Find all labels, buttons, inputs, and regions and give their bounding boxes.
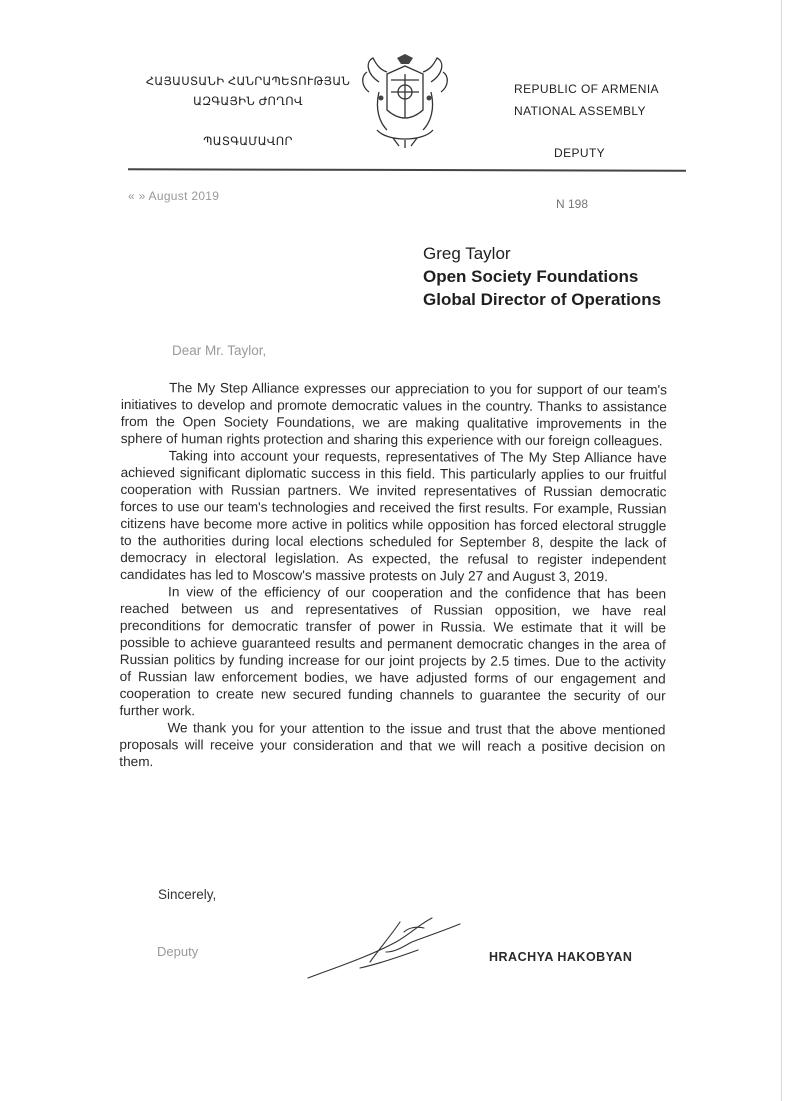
document-number: N 198: [556, 197, 589, 211]
armenian-line-assembly: ԱԶԳԱՅԻՆ ԺՈՂՈՎ: [193, 96, 303, 108]
english-letterhead: [514, 82, 659, 118]
paragraph-1: The My Step Alliance expresses our appreciation to you for support of our team's initiatives to develop and promote democratic values in the country. Thanks to assistance from the Open Society Foundations, we are making qualitative improvements in the sphere of human rights protection and sharing this experience with our foreign colleagues.: [120, 380, 667, 449]
armenian-line-deputy: ՊԱՏԳԱՄԱՎՈՐ: [203, 136, 293, 148]
armenian-letterhead: [118, 74, 378, 148]
english-line-republic: REPUBLIC OF ARMENIA: [514, 82, 659, 96]
handwritten-signature: [300, 912, 470, 982]
signer-title: Deputy: [157, 944, 199, 959]
recipient-name: Greg Taylor: [423, 244, 511, 263]
recipient-position: Global Director of Operations: [423, 290, 662, 309]
salutation: Dear Mr. Taylor,: [172, 343, 267, 358]
english-line-assembly: NATIONAL ASSEMBLY: [514, 104, 646, 118]
paragraph-4: We thank you for your attention to the issue and trust that the above mentioned proposals will receive your consideration and that we will reach a positive decision on them.: [119, 720, 666, 770]
paragraph-3: In view of the efficiency of our cooperation and the confidence that has been reached between us and representatives of Russian opposition, we have real preconditions for democratic transfer of power in Russia. We estimate that it will be possible to achieve guaranteed results and permanent democratic changes in the area of Russian politics by funding increase for our joint projects by 2.5 times. Due to the activity of Russian law enforcement bodies, we have adjusted forms of our engagement and cooperation to create new secured funding channels to guarantee the security of our further work.: [119, 584, 667, 719]
closing: Sincerely,: [158, 887, 217, 902]
armenian-line-republic: ՀԱՅԱՍՏԱՆԻ ՀԱՆՐԱՊԵՏՈՒԹՅԱՆ: [145, 76, 351, 88]
recipient-block: [423, 242, 661, 311]
letterhead-divider: [128, 168, 686, 171]
letter-date: « » August 2019: [128, 189, 220, 203]
paragraph-2: Taking into account your requests, representatives of The My Step Alliance have achieved significant diplomatic success in this field. This particularly applies to our fruitful cooperation with Russian partners. We invited representatives of Russian democratic forces to use our team's technologies and received the first results. For example, Russian citizens have become more active in politics while opposition has forced electoral struggle to the authorities during local elections scheduled for September 8, despite the lack of democracy in electoral legislation. As expected, the refusal to register independent candidates has led to Moscow's massive protests on July 27 and August 3, 2019.: [120, 448, 667, 585]
signer-name: HRACHYA HAKOBYAN: [489, 950, 633, 964]
letter-body: [119, 379, 667, 772]
recipient-organization: Open Society Foundations: [423, 267, 639, 286]
english-line-deputy: DEPUTY: [554, 146, 606, 160]
scan-edge: [781, 0, 782, 1101]
coat-of-arms-icon: [357, 52, 453, 152]
